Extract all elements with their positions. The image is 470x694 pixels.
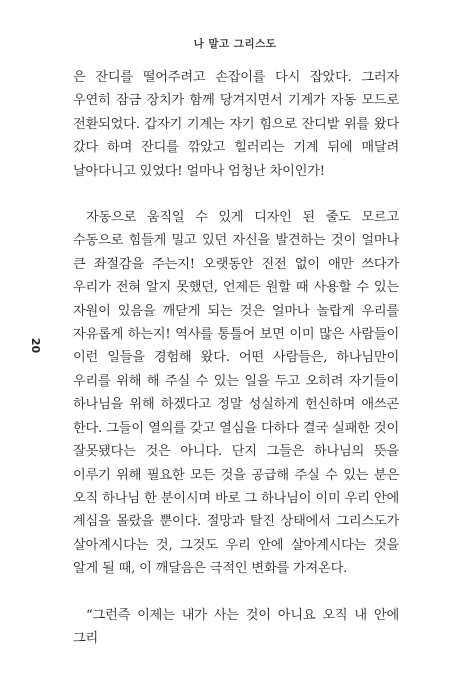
paragraph-continued: 은 잔디를 떨어주려고 손잡이를 다시 잡았다. 그러자 우연히 잠금 장치가 함께 당겨지면서 기계가 자동 모드로 전환되었다. 갑자기 기계는 자기 힘으로 잔디밭 위를 왔다 갔다 하며 잔디를 깎았고 힐러리는 기계 뒤에 매달려 날아다니고 있었다! 얼마나 엄청난 차이인가! [73,70,399,179]
body-text [73,66,399,650]
paragraph: 자동으로 움직일 수 있게 디자인 된 줄도 모르고 수동으로 힘들게 밀고 있던 자신을 발견하는 것이 얼마나 큰 좌절감을 주는지! 오랫동안 진전 없이 애만 쓰다가 우리가 전혀 알지 못했던, 언제든 원할 때 사용할 수 있는 자원이 있음을 깨닫게 되는 것은 얼마나 놀랍게 우리를 자유롭게 하는지! 역사를 통틀어 보면 이미 많은 사람들이 이런 일들을 경험해 왔다. 어떤 사람들은, 하나님만이 우리를 위해 해 주실 수 있는 일을 두고 오히려 자기들이 하나님을 위해 하겠다고 정말 성실하게 헌신하며 애쓰곤 한다. 그들이 열의를 갖고 열심을 다하다 결국 실패한 것이 잘못됐다는 것은 아니다. 단지 그들은 하나님의 뜻을 이루기 위해 필요한 모든 것을 공급해 주실 수 있는 분은 오직 하나님 한 분이시며 바로 그 하나님이 이미 우리 안에 계심을 몰랐을 뿐이다. 절망과 탈진 상태에서 그리스도가 살아계시다는 것, 그것도 우리 안에 살아계시다는 것을 알게 될 때, 이 깨달음은 극적인 변화를 가져온다. [73,210,399,577]
page-number: 20 [29,337,43,354]
running-header: 나 말고 그리스도 [193,38,277,50]
paragraph-quote: “그런즉 이제는 내가 사는 것이 아니요 오직 내 안에 그리 [73,607,399,646]
